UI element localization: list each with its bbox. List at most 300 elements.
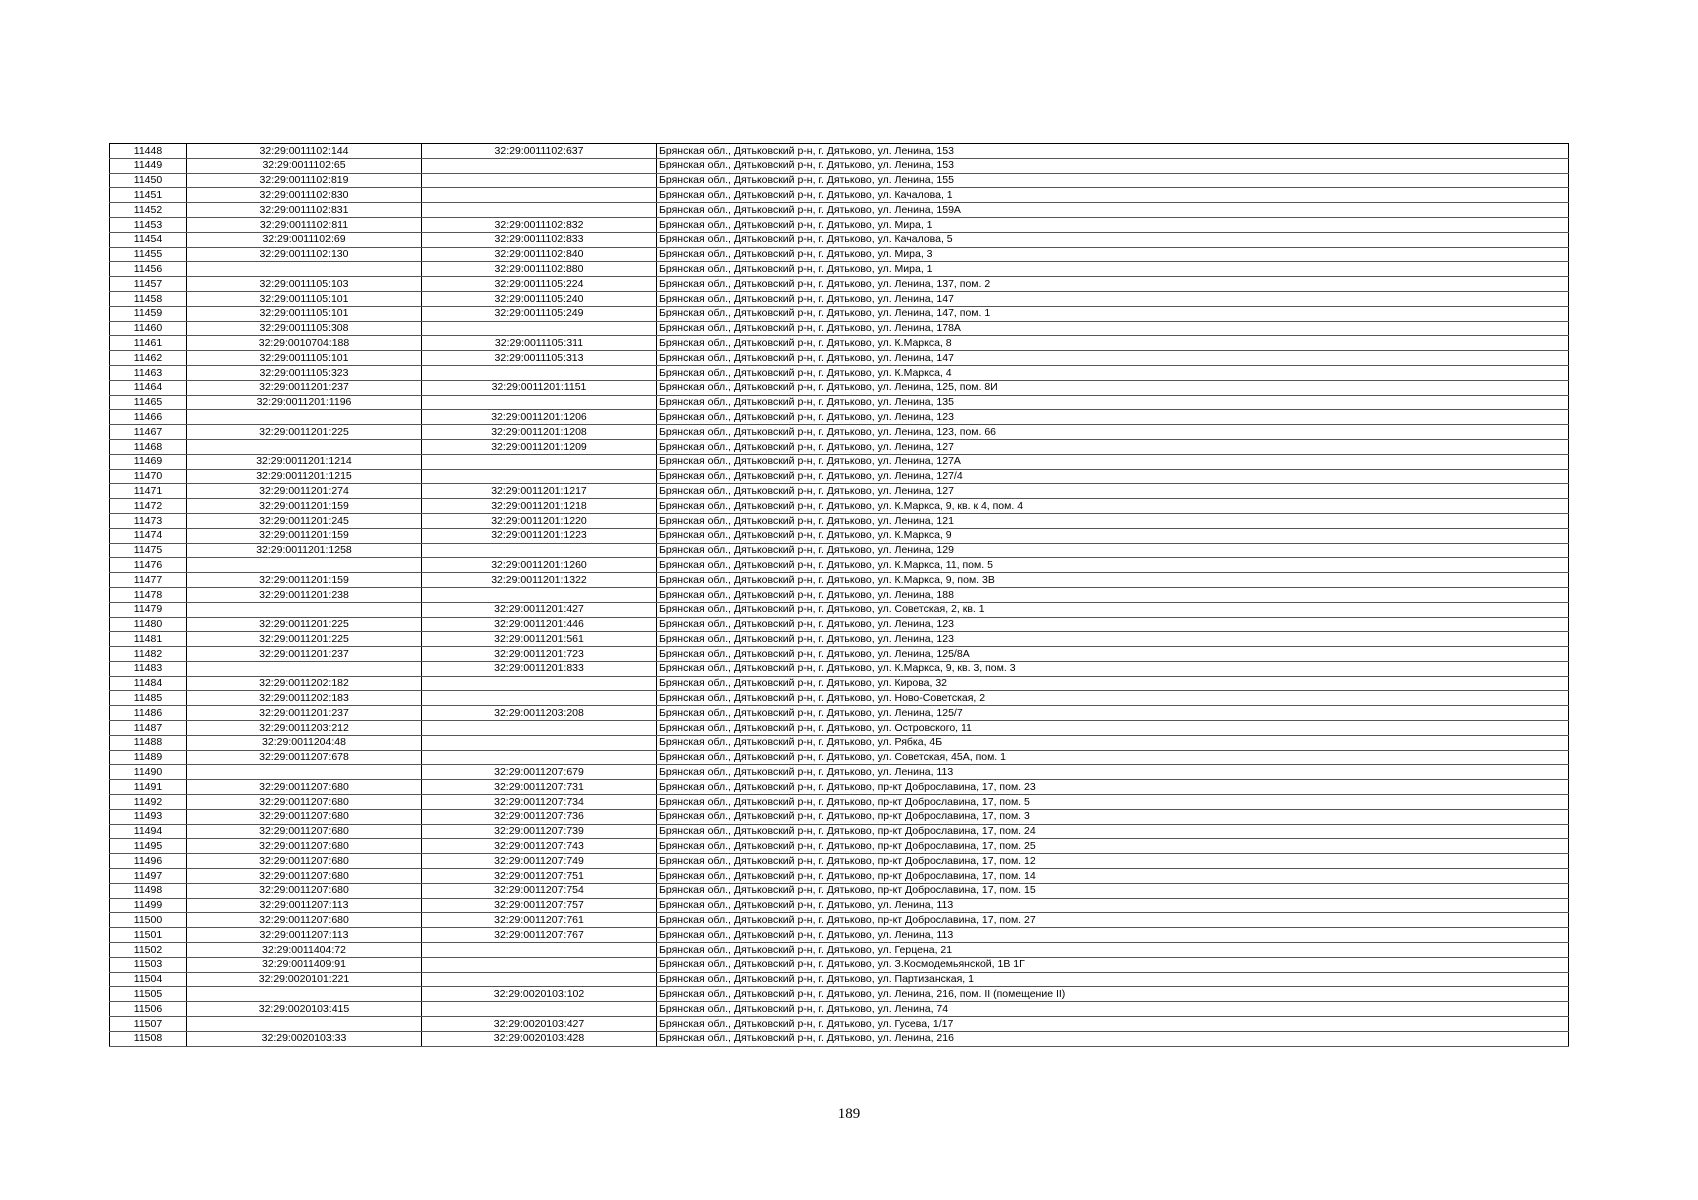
- cadastral-number-cell: 32:29:0011404:72: [187, 943, 422, 958]
- address-cell: Брянская обл., Дятьковский р-н, г. Дятьково, ул. Кирова, 32: [657, 676, 1569, 691]
- row-number-cell: 11496: [110, 854, 187, 869]
- address-cell: Брянская обл., Дятьковский р-н, г. Дятьково, ул. Ленина, 147: [657, 351, 1569, 366]
- table-row: [110, 1002, 1569, 1017]
- cadastral-number-cell: 32:29:0011105:101: [187, 306, 422, 321]
- table-row: [110, 291, 1569, 306]
- cadastral-number-cell: 32:29:0011201:1196: [187, 395, 422, 410]
- cadastral-number-cell: 32:29:0020101:221: [187, 972, 422, 987]
- cadastral-number-cell: 32:29:0011102:65: [187, 158, 422, 173]
- cadastral-number-cell: 32:29:0011105:308: [187, 321, 422, 336]
- address-cell: Брянская обл., Дятьковский р-н, г. Дятьково, ул. Ленина, 155: [657, 173, 1569, 188]
- registry-table: [109, 143, 1569, 1047]
- cadastral-number-cell: 32:29:0011409:91: [187, 957, 422, 972]
- address-cell: Брянская обл., Дятьковский р-н, г. Дятьково, ул. Ленина, 159А: [657, 203, 1569, 218]
- cadastral-number-cell: 32:29:0011201:159: [187, 499, 422, 514]
- table-row: [110, 765, 1569, 780]
- related-cadastral-number-cell: [422, 676, 657, 691]
- table-row: [110, 972, 1569, 987]
- related-cadastral-number-cell: 32:29:0020103:427: [422, 1017, 657, 1032]
- address-cell: Брянская обл., Дятьковский р-н, г. Дятьково, ул. Ленина, 188: [657, 587, 1569, 602]
- row-number-cell: 11487: [110, 721, 187, 736]
- related-cadastral-number-cell: 32:29:0011105:224: [422, 277, 657, 292]
- address-cell: Брянская обл., Дятьковский р-н, г. Дятьково, ул. К.Маркса, 4: [657, 365, 1569, 380]
- related-cadastral-number-cell: 32:29:0020103:102: [422, 987, 657, 1002]
- cadastral-number-cell: 32:29:0011207:680: [187, 913, 422, 928]
- cadastral-number-cell: 32:29:0011201:159: [187, 573, 422, 588]
- table-row: [110, 898, 1569, 913]
- cadastral-number-cell: 32:29:0010704:188: [187, 336, 422, 351]
- registry-table-body: [110, 144, 1569, 1047]
- related-cadastral-number-cell: 32:29:0011102:637: [422, 144, 657, 159]
- address-cell: Брянская обл., Дятьковский р-н, г. Дятьково, ул. Ленина, 127: [657, 484, 1569, 499]
- table-row: [110, 395, 1569, 410]
- address-cell: Брянская обл., Дятьковский р-н, г. Дятьково, ул. Ленина, 123: [657, 617, 1569, 632]
- address-cell: Брянская обл., Дятьковский р-н, г. Дятьково, пр-кт Доброславина, 17, пом. 23: [657, 780, 1569, 795]
- table-row: [110, 558, 1569, 573]
- address-cell: Брянская обл., Дятьковский р-н, г. Дятьково, пр-кт Доброславина, 17, пом. 14: [657, 869, 1569, 884]
- row-number-cell: 11491: [110, 780, 187, 795]
- related-cadastral-number-cell: 32:29:0011207:731: [422, 780, 657, 795]
- table-row: [110, 957, 1569, 972]
- related-cadastral-number-cell: 32:29:0011207:754: [422, 883, 657, 898]
- row-number-cell: 11473: [110, 513, 187, 528]
- row-number-cell: 11483: [110, 661, 187, 676]
- row-number-cell: 11469: [110, 454, 187, 469]
- table-row: [110, 573, 1569, 588]
- row-number-cell: 11499: [110, 898, 187, 913]
- address-cell: Брянская обл., Дятьковский р-н, г. Дятьково, ул. Ленина, 125/7: [657, 706, 1569, 721]
- cadastral-number-cell: 32:29:0011207:680: [187, 824, 422, 839]
- table-row: [110, 587, 1569, 602]
- cadastral-number-cell: 32:29:0011201:225: [187, 425, 422, 440]
- table-row: [110, 188, 1569, 203]
- table-row: [110, 661, 1569, 676]
- cadastral-number-cell: 32:29:0011204:48: [187, 735, 422, 750]
- address-cell: Брянская обл., Дятьковский р-н, г. Дятьково, ул. Качалова, 1: [657, 188, 1569, 203]
- row-number-cell: 11489: [110, 750, 187, 765]
- address-cell: Брянская обл., Дятьковский р-н, г. Дятьково, ул. К.Маркса, 9: [657, 528, 1569, 543]
- cadastral-number-cell: [187, 602, 422, 617]
- row-number-cell: 11486: [110, 706, 187, 721]
- related-cadastral-number-cell: 32:29:0011201:723: [422, 647, 657, 662]
- row-number-cell: 11505: [110, 987, 187, 1002]
- cadastral-number-cell: 32:29:0011102:819: [187, 173, 422, 188]
- related-cadastral-number-cell: 32:29:0011102:840: [422, 247, 657, 262]
- address-cell: Брянская обл., Дятьковский р-н, г. Дятьково, ул. К.Маркса, 9, кв. 3, пом. 3: [657, 661, 1569, 676]
- related-cadastral-number-cell: 32:29:0011201:1220: [422, 513, 657, 528]
- address-cell: Брянская обл., Дятьковский р-н, г. Дятьково, ул. Качалова, 5: [657, 232, 1569, 247]
- table-row: [110, 824, 1569, 839]
- cadastral-number-cell: 32:29:0011201:237: [187, 647, 422, 662]
- row-number-cell: 11461: [110, 336, 187, 351]
- cadastral-number-cell: [187, 765, 422, 780]
- row-number-cell: 11474: [110, 528, 187, 543]
- address-cell: Брянская обл., Дятьковский р-н, г. Дятьково, пр-кт Доброславина, 17, пом. 27: [657, 913, 1569, 928]
- cadastral-number-cell: 32:29:0011201:245: [187, 513, 422, 528]
- cadastral-number-cell: [187, 262, 422, 277]
- related-cadastral-number-cell: [422, 543, 657, 558]
- table-row: [110, 617, 1569, 632]
- table-row: [110, 676, 1569, 691]
- cadastral-number-cell: 32:29:0011203:212: [187, 721, 422, 736]
- address-cell: Брянская обл., Дятьковский р-н, г. Дятьково, ул. Ленина, 147, пом. 1: [657, 306, 1569, 321]
- address-cell: Брянская обл., Дятьковский р-н, г. Дятьково, ул. Советская, 2, кв. 1: [657, 602, 1569, 617]
- row-number-cell: 11485: [110, 691, 187, 706]
- cadastral-number-cell: 32:29:0011102:144: [187, 144, 422, 159]
- table-row: [110, 632, 1569, 647]
- row-number-cell: 11504: [110, 972, 187, 987]
- page-number: 189: [837, 1106, 861, 1122]
- address-cell: Брянская обл., Дятьковский р-н, г. Дятьково, ул. Гусева, 1/17: [657, 1017, 1569, 1032]
- related-cadastral-number-cell: 32:29:0011201:1208: [422, 425, 657, 440]
- table-row: [110, 750, 1569, 765]
- related-cadastral-number-cell: 32:29:0011207:734: [422, 795, 657, 810]
- table-row: [110, 1031, 1569, 1046]
- address-cell: Брянская обл., Дятьковский р-н, г. Дятьково, ул. Рябка, 4Б: [657, 735, 1569, 750]
- cadastral-number-cell: 32:29:0011201:1214: [187, 454, 422, 469]
- table-row: [110, 365, 1569, 380]
- cadastral-number-cell: 32:29:0011102:811: [187, 217, 422, 232]
- table-row: [110, 410, 1569, 425]
- related-cadastral-number-cell: 32:29:0011105:240: [422, 291, 657, 306]
- related-cadastral-number-cell: [422, 1002, 657, 1017]
- related-cadastral-number-cell: [422, 454, 657, 469]
- related-cadastral-number-cell: [422, 957, 657, 972]
- related-cadastral-number-cell: 32:29:0011201:1260: [422, 558, 657, 573]
- address-cell: Брянская обл., Дятьковский р-н, г. Дятьково, ул. Ленина, 74: [657, 1002, 1569, 1017]
- row-number-cell: 11468: [110, 439, 187, 454]
- table-row: [110, 854, 1569, 869]
- cadastral-number-cell: 32:29:0011102:830: [187, 188, 422, 203]
- row-number-cell: 11463: [110, 365, 187, 380]
- table-row: [110, 928, 1569, 943]
- related-cadastral-number-cell: [422, 735, 657, 750]
- row-number-cell: 11481: [110, 632, 187, 647]
- related-cadastral-number-cell: [422, 469, 657, 484]
- table-row: [110, 1017, 1569, 1032]
- address-cell: Брянская обл., Дятьковский р-н, г. Дятьково, ул. Ленина, 153: [657, 158, 1569, 173]
- related-cadastral-number-cell: 32:29:0011201:1217: [422, 484, 657, 499]
- cadastral-number-cell: 32:29:0011105:103: [187, 277, 422, 292]
- related-cadastral-number-cell: [422, 972, 657, 987]
- cadastral-number-cell: 32:29:0011207:680: [187, 883, 422, 898]
- table-row: [110, 809, 1569, 824]
- related-cadastral-number-cell: [422, 587, 657, 602]
- cadastral-number-cell: 32:29:0011207:680: [187, 854, 422, 869]
- related-cadastral-number-cell: 32:29:0011105:313: [422, 351, 657, 366]
- row-number-cell: 11503: [110, 957, 187, 972]
- table-row: [110, 173, 1569, 188]
- row-number-cell: 11508: [110, 1031, 187, 1046]
- table-row: [110, 262, 1569, 277]
- related-cadastral-number-cell: 32:29:0011201:1218: [422, 499, 657, 514]
- cadastral-number-cell: [187, 410, 422, 425]
- table-row: [110, 144, 1569, 159]
- address-cell: Брянская обл., Дятьковский р-н, г. Дятьково, ул. Партизанская, 1: [657, 972, 1569, 987]
- address-cell: Брянская обл., Дятьковский р-н, г. Дятьково, пр-кт Доброславина, 17, пом. 5: [657, 795, 1569, 810]
- table-row: [110, 602, 1569, 617]
- related-cadastral-number-cell: 32:29:0011207:736: [422, 809, 657, 824]
- address-cell: Брянская обл., Дятьковский р-н, г. Дятьково, ул. Ленина, 137, пом. 2: [657, 277, 1569, 292]
- cadastral-number-cell: 32:29:0011102:69: [187, 232, 422, 247]
- related-cadastral-number-cell: 32:29:0011102:832: [422, 217, 657, 232]
- address-cell: Брянская обл., Дятьковский р-н, г. Дятьково, ул. Мира, 1: [657, 262, 1569, 277]
- row-number-cell: 11502: [110, 943, 187, 958]
- address-cell: Брянская обл., Дятьковский р-н, г. Дятьково, ул. Ленина, 123: [657, 632, 1569, 647]
- table-row: [110, 439, 1569, 454]
- address-cell: Брянская обл., Дятьковский р-н, г. Дятьково, пр-кт Доброславина, 17, пом. 24: [657, 824, 1569, 839]
- address-cell: Брянская обл., Дятьковский р-н, г. Дятьково, ул. К.Маркса, 9, кв. к 4, пом. 4: [657, 499, 1569, 514]
- row-number-cell: 11478: [110, 587, 187, 602]
- row-number-cell: 11477: [110, 573, 187, 588]
- row-number-cell: 11479: [110, 602, 187, 617]
- row-number-cell: 11470: [110, 469, 187, 484]
- cadastral-number-cell: 32:29:0011201:274: [187, 484, 422, 499]
- row-number-cell: 11494: [110, 824, 187, 839]
- cadastral-number-cell: 32:29:0011207:113: [187, 928, 422, 943]
- cadastral-number-cell: [187, 558, 422, 573]
- table-row: [110, 351, 1569, 366]
- cadastral-number-cell: 32:29:0011201:159: [187, 528, 422, 543]
- table-row: [110, 691, 1569, 706]
- cadastral-number-cell: 32:29:0020103:33: [187, 1031, 422, 1046]
- table-row: [110, 484, 1569, 499]
- related-cadastral-number-cell: 32:29:0011207:767: [422, 928, 657, 943]
- address-cell: Брянская обл., Дятьковский р-н, г. Дятьково, ул. К.Маркса, 8: [657, 336, 1569, 351]
- row-number-cell: 11484: [110, 676, 187, 691]
- table-row: [110, 883, 1569, 898]
- table-row: [110, 839, 1569, 854]
- cadastral-number-cell: 32:29:0011102:130: [187, 247, 422, 262]
- address-cell: Брянская обл., Дятьковский р-н, г. Дятьково, ул. Ленина, 216: [657, 1031, 1569, 1046]
- related-cadastral-number-cell: [422, 203, 657, 218]
- related-cadastral-number-cell: [422, 943, 657, 958]
- row-number-cell: 11465: [110, 395, 187, 410]
- cadastral-number-cell: 32:29:0011207:680: [187, 869, 422, 884]
- related-cadastral-number-cell: 32:29:0011207:679: [422, 765, 657, 780]
- address-cell: Брянская обл., Дятьковский р-н, г. Дятьково, ул. К.Маркса, 9, пом. 3В: [657, 573, 1569, 588]
- row-number-cell: 11501: [110, 928, 187, 943]
- related-cadastral-number-cell: 32:29:0011105:311: [422, 336, 657, 351]
- row-number-cell: 11456: [110, 262, 187, 277]
- cadastral-number-cell: 32:29:0011207:680: [187, 809, 422, 824]
- related-cadastral-number-cell: 32:29:0011201:1322: [422, 573, 657, 588]
- address-cell: Брянская обл., Дятьковский р-н, г. Дятьково, ул. Ленина, 125, пом. 8И: [657, 380, 1569, 395]
- cadastral-number-cell: 32:29:0011201:238: [187, 587, 422, 602]
- address-cell: Брянская обл., Дятьковский р-н, г. Дятьково, ул. Ленина, 127А: [657, 454, 1569, 469]
- cadastral-number-cell: 32:29:0011105:323: [187, 365, 422, 380]
- row-number-cell: 11455: [110, 247, 187, 262]
- row-number-cell: 11475: [110, 543, 187, 558]
- address-cell: Брянская обл., Дятьковский р-н, г. Дятьково, ул. З.Космодемьянской, 1В 1Г: [657, 957, 1569, 972]
- row-number-cell: 11449: [110, 158, 187, 173]
- cadastral-number-cell: 32:29:0011102:831: [187, 203, 422, 218]
- cadastral-number-cell: 32:29:0011202:182: [187, 676, 422, 691]
- table-row: [110, 380, 1569, 395]
- cadastral-number-cell: 32:29:0011201:225: [187, 617, 422, 632]
- related-cadastral-number-cell: 32:29:0011207:761: [422, 913, 657, 928]
- row-number-cell: 11498: [110, 883, 187, 898]
- row-number-cell: 11493: [110, 809, 187, 824]
- cadastral-number-cell: 32:29:0011105:101: [187, 351, 422, 366]
- row-number-cell: 11472: [110, 499, 187, 514]
- related-cadastral-number-cell: 32:29:0011203:208: [422, 706, 657, 721]
- table-row: [110, 706, 1569, 721]
- cadastral-number-cell: 32:29:0020103:415: [187, 1002, 422, 1017]
- cadastral-number-cell: 32:29:0011201:237: [187, 380, 422, 395]
- address-cell: Брянская обл., Дятьковский р-н, г. Дятьково, ул. Советская, 45А, пом. 1: [657, 750, 1569, 765]
- table-row: [110, 528, 1569, 543]
- related-cadastral-number-cell: 32:29:0011207:757: [422, 898, 657, 913]
- related-cadastral-number-cell: 32:29:0011102:833: [422, 232, 657, 247]
- table-row: [110, 203, 1569, 218]
- table-row: [110, 513, 1569, 528]
- row-number-cell: 11488: [110, 735, 187, 750]
- cadastral-number-cell: 32:29:0011201:1258: [187, 543, 422, 558]
- related-cadastral-number-cell: 32:29:0011207:749: [422, 854, 657, 869]
- row-number-cell: 11490: [110, 765, 187, 780]
- address-cell: Брянская обл., Дятьковский р-н, г. Дятьково, ул. Ленина, 121: [657, 513, 1569, 528]
- row-number-cell: 11453: [110, 217, 187, 232]
- row-number-cell: 11457: [110, 277, 187, 292]
- cadastral-number-cell: 32:29:0011207:680: [187, 839, 422, 854]
- related-cadastral-number-cell: [422, 158, 657, 173]
- cadastral-number-cell: [187, 439, 422, 454]
- address-cell: Брянская обл., Дятьковский р-н, г. Дятьково, ул. Ленина, 153: [657, 144, 1569, 159]
- table-row: [110, 306, 1569, 321]
- cadastral-number-cell: 32:29:0011201:225: [187, 632, 422, 647]
- row-number-cell: 11448: [110, 144, 187, 159]
- cadastral-number-cell: 32:29:0011207:113: [187, 898, 422, 913]
- table-row: [110, 943, 1569, 958]
- related-cadastral-number-cell: 32:29:0011207:739: [422, 824, 657, 839]
- row-number-cell: 11482: [110, 647, 187, 662]
- table-row: [110, 543, 1569, 558]
- row-number-cell: 11506: [110, 1002, 187, 1017]
- row-number-cell: 11492: [110, 795, 187, 810]
- row-number-cell: 11507: [110, 1017, 187, 1032]
- cadastral-number-cell: 32:29:0011207:678: [187, 750, 422, 765]
- cadastral-number-cell: 32:29:0011201:1215: [187, 469, 422, 484]
- address-cell: Брянская обл., Дятьковский р-н, г. Дятьково, ул. Герцена, 21: [657, 943, 1569, 958]
- address-cell: Брянская обл., Дятьковский р-н, г. Дятьково, ул. Ленина, 125/8А: [657, 647, 1569, 662]
- address-cell: Брянская обл., Дятьковский р-н, г. Дятьково, ул. Ленина, 113: [657, 765, 1569, 780]
- row-number-cell: 11480: [110, 617, 187, 632]
- table-row: [110, 735, 1569, 750]
- row-number-cell: 11497: [110, 869, 187, 884]
- related-cadastral-number-cell: 32:29:0011201:446: [422, 617, 657, 632]
- table-row: [110, 469, 1569, 484]
- row-number-cell: 11459: [110, 306, 187, 321]
- table-row: [110, 795, 1569, 810]
- address-cell: Брянская обл., Дятьковский р-н, г. Дятьково, пр-кт Доброславина, 17, пом. 15: [657, 883, 1569, 898]
- table-row: [110, 913, 1569, 928]
- related-cadastral-number-cell: [422, 691, 657, 706]
- table-row: [110, 217, 1569, 232]
- address-cell: Брянская обл., Дятьковский р-н, г. Дятьково, ул. Ленина, 113: [657, 898, 1569, 913]
- address-cell: Брянская обл., Дятьковский р-н, г. Дятьково, ул. Ленина, 135: [657, 395, 1569, 410]
- table-row: [110, 869, 1569, 884]
- row-number-cell: 11458: [110, 291, 187, 306]
- related-cadastral-number-cell: 32:29:0011201:833: [422, 661, 657, 676]
- cadastral-number-cell: [187, 1017, 422, 1032]
- related-cadastral-number-cell: [422, 365, 657, 380]
- table-row: [110, 425, 1569, 440]
- related-cadastral-number-cell: 32:29:0011201:1151: [422, 380, 657, 395]
- address-cell: Брянская обл., Дятьковский р-н, г. Дятьково, ул. Островского, 11: [657, 721, 1569, 736]
- row-number-cell: 11466: [110, 410, 187, 425]
- table-row: [110, 232, 1569, 247]
- table-row: [110, 158, 1569, 173]
- address-cell: Брянская обл., Дятьковский р-н, г. Дятьково, ул. Ленина, 123, пом. 66: [657, 425, 1569, 440]
- address-cell: Брянская обл., Дятьковский р-н, г. Дятьково, пр-кт Доброславина, 17, пом. 12: [657, 854, 1569, 869]
- related-cadastral-number-cell: 32:29:0011201:1209: [422, 439, 657, 454]
- row-number-cell: 11467: [110, 425, 187, 440]
- related-cadastral-number-cell: 32:29:0011207:743: [422, 839, 657, 854]
- row-number-cell: 11462: [110, 351, 187, 366]
- cadastral-number-cell: [187, 987, 422, 1002]
- related-cadastral-number-cell: 32:29:0011201:427: [422, 602, 657, 617]
- row-number-cell: 11454: [110, 232, 187, 247]
- row-number-cell: 11476: [110, 558, 187, 573]
- related-cadastral-number-cell: [422, 721, 657, 736]
- table-row: [110, 721, 1569, 736]
- cadastral-number-cell: [187, 661, 422, 676]
- row-number-cell: 11500: [110, 913, 187, 928]
- table-row: [110, 247, 1569, 262]
- cadastral-number-cell: 32:29:0011201:237: [187, 706, 422, 721]
- table-row: [110, 321, 1569, 336]
- row-number-cell: 11450: [110, 173, 187, 188]
- address-cell: Брянская обл., Дятьковский р-н, г. Дятьково, ул. Ленина, 113: [657, 928, 1569, 943]
- related-cadastral-number-cell: 32:29:0020103:428: [422, 1031, 657, 1046]
- related-cadastral-number-cell: 32:29:0011201:1206: [422, 410, 657, 425]
- address-cell: Брянская обл., Дятьковский р-н, г. Дятьково, пр-кт Доброславина, 17, пом. 25: [657, 839, 1569, 854]
- cadastral-number-cell: 32:29:0011207:680: [187, 780, 422, 795]
- table-row: [110, 647, 1569, 662]
- address-cell: Брянская обл., Дятьковский р-н, г. Дятьково, ул. Ленина, 216, пом. II (помещение II): [657, 987, 1569, 1002]
- address-cell: Брянская обл., Дятьковский р-н, г. Дятьково, ул. Ленина, 178А: [657, 321, 1569, 336]
- table-row: [110, 499, 1569, 514]
- address-cell: Брянская обл., Дятьковский р-н, г. Дятьково, ул. К.Маркса, 11, пом. 5: [657, 558, 1569, 573]
- row-number-cell: 11471: [110, 484, 187, 499]
- address-cell: Брянская обл., Дятьковский р-н, г. Дятьково, ул. Мира, 1: [657, 217, 1569, 232]
- address-cell: Брянская обл., Дятьковский р-н, г. Дятьково, ул. Ленина, 129: [657, 543, 1569, 558]
- related-cadastral-number-cell: 32:29:0011207:751: [422, 869, 657, 884]
- related-cadastral-number-cell: [422, 173, 657, 188]
- related-cadastral-number-cell: 32:29:0011201:561: [422, 632, 657, 647]
- related-cadastral-number-cell: 32:29:0011105:249: [422, 306, 657, 321]
- related-cadastral-number-cell: [422, 321, 657, 336]
- row-number-cell: 11460: [110, 321, 187, 336]
- address-cell: Брянская обл., Дятьковский р-н, г. Дятьково, ул. Ново-Советская, 2: [657, 691, 1569, 706]
- row-number-cell: 11495: [110, 839, 187, 854]
- related-cadastral-number-cell: [422, 395, 657, 410]
- address-cell: Брянская обл., Дятьковский р-н, г. Дятьково, ул. Ленина, 147: [657, 291, 1569, 306]
- row-number-cell: 11451: [110, 188, 187, 203]
- address-cell: Брянская обл., Дятьковский р-н, г. Дятьково, пр-кт Доброславина, 17, пом. 3: [657, 809, 1569, 824]
- related-cadastral-number-cell: 32:29:0011102:880: [422, 262, 657, 277]
- row-number-cell: 11464: [110, 380, 187, 395]
- address-cell: Брянская обл., Дятьковский р-н, г. Дятьково, ул. Мира, 3: [657, 247, 1569, 262]
- cadastral-number-cell: 32:29:0011202:183: [187, 691, 422, 706]
- cadastral-number-cell: 32:29:0011105:101: [187, 291, 422, 306]
- related-cadastral-number-cell: [422, 750, 657, 765]
- table-row: [110, 780, 1569, 795]
- table-row: [110, 987, 1569, 1002]
- table-row: [110, 454, 1569, 469]
- related-cadastral-number-cell: [422, 188, 657, 203]
